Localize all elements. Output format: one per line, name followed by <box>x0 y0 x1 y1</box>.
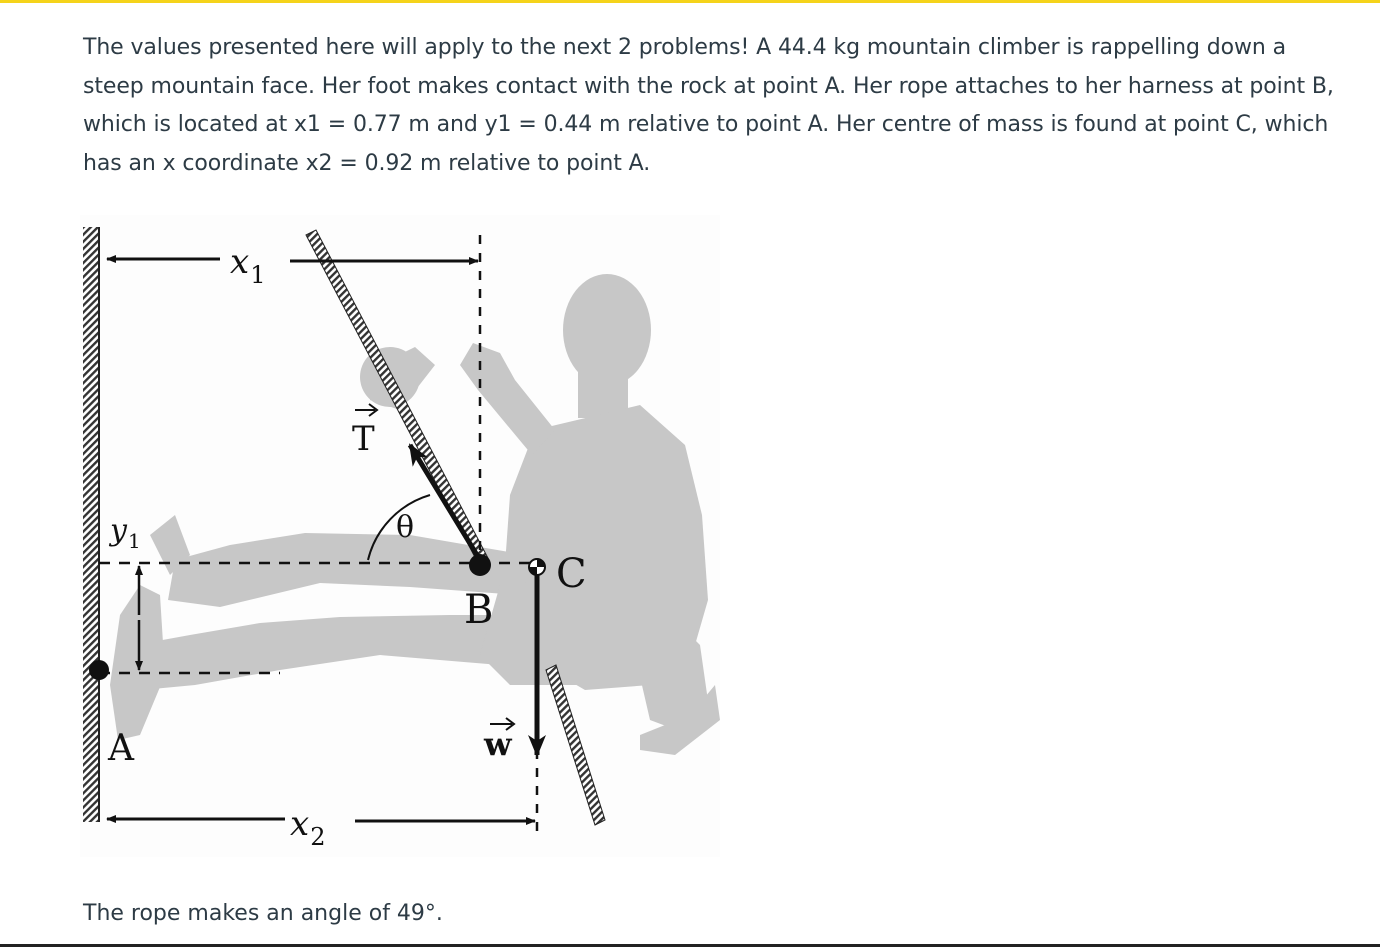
problem-intro-text: The values presented here will apply to the next 2 problems! A 44.4 kg mountain climber is rappelling down a steep mountain face. Her foot makes contact with the rock at point A. Her rope attaches to her harness at point B, which is located at x1 = 0.77 m and y1 = 0.44 m relative to point A. Her centre of mass is found at point C, which has an x coordinate x2 = 0.92 m relative to point A. <box>83 35 1334 177</box>
y1-label: $y_1$ <box>110 513 141 553</box>
x2-label: $x_2$ <box>290 804 326 851</box>
point-a-dot <box>89 660 109 680</box>
point-c-label: C <box>556 551 587 597</box>
rock-wall <box>83 227 99 822</box>
center-of-mass-icon <box>529 559 545 575</box>
point-b-label: B <box>464 587 494 633</box>
weight-label: w <box>484 725 512 763</box>
theta-label: θ <box>396 510 415 545</box>
bottom-rule <box>0 944 1380 947</box>
x1-label: $x_1$ <box>230 242 266 289</box>
top-accent-rule <box>0 0 1380 3</box>
point-b-dot <box>469 554 491 576</box>
angle-statement: The rope makes an angle of 49°. <box>83 901 443 926</box>
climber-figure <box>80 215 720 857</box>
tension-label: T <box>352 419 375 459</box>
point-a-label: A <box>108 728 134 769</box>
climber-diagram <box>80 215 720 857</box>
